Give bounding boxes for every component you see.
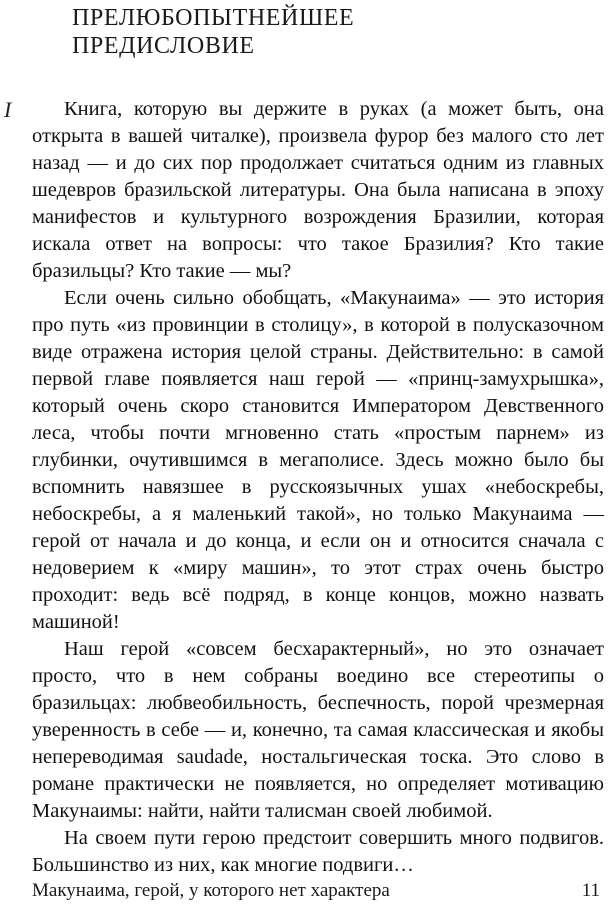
body-text [32, 96, 604, 879]
paragraph-2: Если очень сильно обобщать, «Макунаима» — это история про путь «из провинции в столицу», в которой в полусказочном виде отражена история целой страны. Действительно: в самой первой главе появляется наш герой — «принц-замухрышка», который очень скоро становится Императором Девственного леса, чтобы почти мгновенно стать «простым парнем» из глубинки, очутившимся в мегаполисе. Здесь можно было бы вспомнить навязшее в русскоязычных ушах «небоскребы, небоскребы, а я маленький такой», но только Макунаима — герой от начала и до конца, и если он и относится сначала с недоверием к «миру машин», то этот страх очень быстро проходит: ведь всё подряд, в конце концов, можно назвать машиной! [32, 287, 604, 633]
paragraph-4: На своем пути герою предстоит совершить много подвигов. Большинство из них, как многие подвиги… [32, 827, 604, 876]
section-marker: I [4, 97, 12, 122]
page-number: 11 [581, 880, 600, 901]
chapter-title-line-2: ПРЕДИСЛОВИЕ [72, 33, 255, 59]
paragraph-1: Книга, которую вы держите в руках (а может быть, она открыта в вашей читалке), произвела фурор без малого сто лет назад — и до сих пор продолжает считаться одним из главных шедевров бразильской литературы. Она была написана в эпоху манифестов и культурного возрождения Бразилии, которая искала ответ на вопросы: что такое Бразилия? Кто такие бразильцы? Кто такие — мы? [32, 98, 604, 282]
paragraph-3: Наш герой «совсем бесхарактерный», но это означает просто, что в нем собраны воедино все стереотипы о бразильцах: любвеобильность, беспечность, порой чрезмерная уверенность в себе — и, конечно, та самая классическая и якобы непереводимая saudade, ностальгическая тоска. Это слово в романе практически не появляется, но определяет мотивацию Макунаимы: найти, найти талисман своей любимой. [32, 638, 604, 822]
chapter-title [72, 4, 354, 60]
running-title: Макунаима, герой, у которого нет характера [32, 880, 390, 901]
chapter-title-line-1: ПРЕЛЮБОПЫТНЕЙШЕЕ [72, 5, 355, 31]
